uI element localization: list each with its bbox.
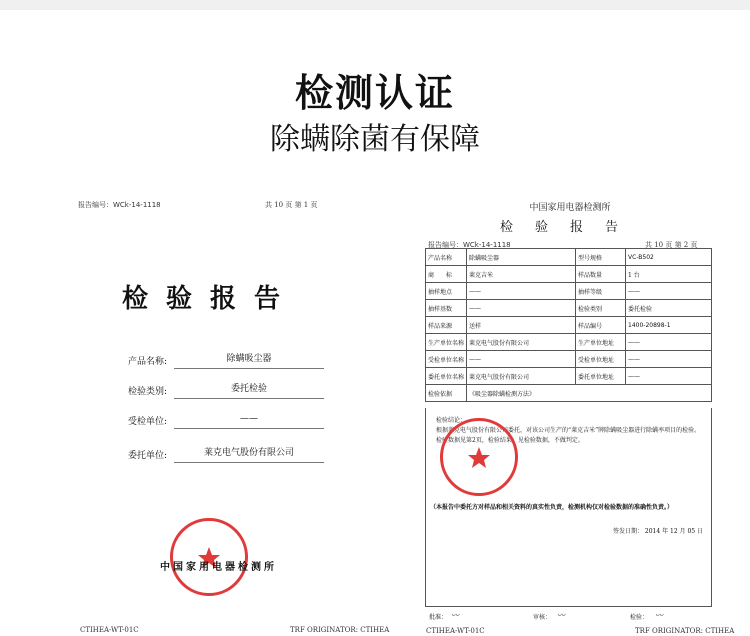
field-value: 委托检验	[174, 380, 324, 399]
footer-originator: TRF ORIGINATOR: CTIHEA	[290, 626, 390, 634]
report-title: 检验报告	[499, 220, 640, 235]
page-count: 共 10 页 第 2 页	[645, 241, 698, 249]
field-value: ——	[174, 410, 324, 429]
page-count: 共 10 页 第 1 页	[265, 201, 318, 209]
report-number: 报告编号：WCk-14-1118	[78, 201, 161, 209]
report-cover-page	[60, 190, 390, 636]
reviewer-label: 审核：	[533, 614, 552, 621]
field-label: 受检单位:	[128, 417, 168, 427]
table-row: 抽样基数 —— 检验类别 委托检验	[426, 300, 712, 317]
conclusion-text: 检验结论： 根据莱克电气股份有限公司委托，对该公司生产的“莱克吉米”牌除螨吸尘器进行除螨率项目的检验。检验数据见第2页，检验结果：见检验数据，不做判定。	[436, 417, 701, 444]
table-row: 抽样地点 —— 抽样等级 ——	[426, 283, 712, 300]
inspector-label: 检验：	[630, 614, 649, 621]
report-title: 检验报告	[121, 284, 298, 314]
inspector-signature: 〰	[655, 611, 663, 620]
official-seal	[440, 418, 518, 496]
table-row: 产品名称 除螨吸尘器 型号规格 VC-B502	[426, 249, 712, 266]
table-row: 委托单位名称 莱克电气股份有限公司 委托单位地址 ——	[426, 368, 712, 385]
field-client-unit	[128, 444, 358, 464]
reviewer-signature: 〰	[557, 611, 565, 620]
footer-form-code: CTIHEA-WT-01C	[80, 626, 139, 634]
issuing-organization: 中国家用电器检测所	[529, 203, 611, 213]
footer-form-code: CTIHEA-WT-01C	[426, 627, 485, 635]
approver-label: 批准：	[429, 614, 448, 621]
field-label: 检验类别:	[128, 387, 168, 397]
field-value: 莱克电气股份有限公司	[174, 444, 324, 463]
disclaimer-note: （本报告中委托方对样品和相关资料的真实性负责，检测机构仅对检验数据的准确性负责。）	[430, 504, 674, 511]
field-product-name	[128, 350, 358, 370]
hero-subtitle: 除螨除菌有保障	[270, 122, 480, 157]
issuing-organization: 中国家用电器检测所	[160, 562, 277, 573]
table-row: 样品来源 送样 样品编号 1400-20898-1	[426, 317, 712, 334]
field-inspection-type	[128, 380, 358, 400]
report-data-page	[420, 190, 735, 636]
report-number: 报告编号：WCk-14-1118	[428, 241, 511, 249]
table-row: 检验依据 《吸尘器除螨检测方法》	[426, 385, 712, 402]
field-inspected-unit	[128, 410, 358, 430]
signature-row	[425, 610, 712, 626]
field-value: 除螨吸尘器	[174, 350, 324, 369]
issue-date: 签发日期： 2014 年 12 月 05 日	[613, 528, 703, 535]
table-row: 生产单位名称 莱克电气股份有限公司 生产单位地址 ——	[426, 334, 712, 351]
report-info-table	[425, 248, 712, 402]
field-label: 产品名称:	[128, 357, 168, 367]
approver-signature: 〰	[451, 611, 459, 620]
hero-title: 检测认证	[294, 71, 455, 115]
table-row: 受检单位名称 —— 受检单位地址 ——	[426, 351, 712, 368]
top-band	[0, 0, 750, 10]
official-seal	[170, 518, 248, 596]
table-row: 商 标 莱克吉米 样品数量 1 台	[426, 266, 712, 283]
field-label: 委托单位:	[128, 451, 168, 461]
footer-originator: TRF ORIGINATOR: CTIHEA	[635, 627, 735, 635]
